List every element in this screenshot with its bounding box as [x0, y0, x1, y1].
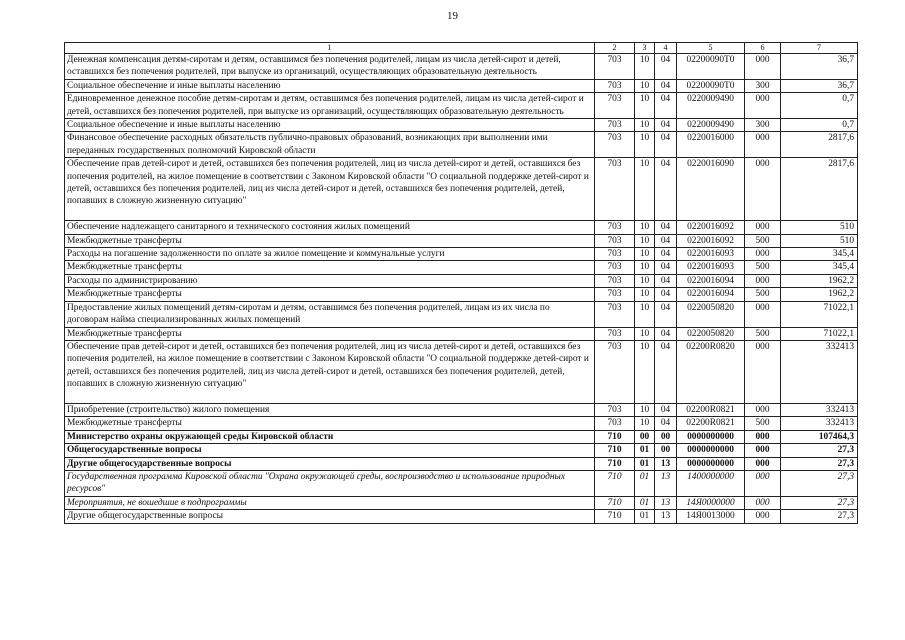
- row-section-cell: 10: [635, 119, 655, 132]
- row-target-article-cell: 0220016092: [677, 234, 745, 247]
- row-name-cell: Межбюджетные трансферты: [65, 288, 595, 301]
- header-cell: 7: [781, 43, 858, 54]
- row-expense-type-cell: 500: [745, 417, 781, 430]
- row-section-cell: 10: [635, 54, 655, 80]
- row-amount-cell: 0,7: [781, 93, 858, 119]
- row-amount-cell: 27,3: [781, 496, 858, 509]
- row-name-cell: Социальное обеспечение и иные выплаты населению: [65, 119, 595, 132]
- table-row: [65, 457, 858, 470]
- row-amount-cell: 2817,6: [781, 158, 858, 221]
- row-amount-cell: 27,3: [781, 457, 858, 470]
- row-subsection-cell: 04: [655, 248, 677, 261]
- row-section-cell: 10: [635, 261, 655, 274]
- row-code-cell: 710: [595, 470, 635, 496]
- row-section-cell: 10: [635, 234, 655, 247]
- row-section-cell: 01: [635, 457, 655, 470]
- row-code-cell: 703: [595, 248, 635, 261]
- row-subsection-cell: 04: [655, 417, 677, 430]
- row-code-cell: 703: [595, 158, 635, 221]
- row-subsection-cell: 04: [655, 79, 677, 92]
- row-name-cell: Другие общегосударственные вопросы: [65, 457, 595, 470]
- row-expense-type-cell: 000: [745, 444, 781, 457]
- row-target-article-cell: 0220009490: [677, 119, 745, 132]
- row-code-cell: 710: [595, 430, 635, 443]
- row-subsection-cell: 04: [655, 93, 677, 119]
- row-name-cell: Финансовое обеспечение расходных обязательств публично-правовых образований, возникающих при выполнении ими переданных государственных полномочий Кировской области: [65, 132, 595, 158]
- row-expense-type-cell: 000: [745, 248, 781, 261]
- row-amount-cell: 345,4: [781, 248, 858, 261]
- row-expense-type-cell: 500: [745, 234, 781, 247]
- row-name-cell: Расходы на погашение задолженности по оплате за жилое помещение и коммунальные услуги: [65, 248, 595, 261]
- row-subsection-cell: 04: [655, 301, 677, 327]
- row-name-cell: Единовременное денежное пособие детям-сиротам и детям, оставшимся без попечения родителей, лицам из числа детей-сирот и детей, оставшихся без попечения родителей, при выпуске из организаций, осуществляющих образовательную деятельность: [65, 93, 595, 119]
- row-name-cell: Мероприятия, не вошедшие в подпрограммы: [65, 496, 595, 509]
- row-amount-cell: 36,7: [781, 54, 858, 80]
- row-expense-type-cell: 000: [745, 221, 781, 234]
- row-code-cell: 703: [595, 301, 635, 327]
- table-row: [65, 403, 858, 416]
- row-name-cell: Обеспечение прав детей-сирот и детей, оставшихся без попечения родителей, лиц из числа детей-сирот и детей, оставшихся без попечения родителей, на жилое помещение в соответствии с Законом Кировской области "О социальной поддержке детей-сирот и детей, оставшихся без попечения родителей, лиц из числа детей-сирот и детей, оставшихся без попечения родителей, детей, попавших в сложную жизненную ситуацию": [65, 340, 595, 403]
- row-subsection-cell: 04: [655, 221, 677, 234]
- header-cell: 3: [635, 43, 655, 54]
- row-name-cell: Государственная программа Кировской области "Охрана окружающей среды, воспроизводство и использование природных ресурсов": [65, 470, 595, 496]
- table-row: [65, 340, 858, 403]
- row-section-cell: 01: [635, 444, 655, 457]
- row-code-cell: 703: [595, 417, 635, 430]
- table-row: [65, 301, 858, 327]
- row-code-cell: 703: [595, 288, 635, 301]
- header-cell: 1: [65, 43, 595, 54]
- row-target-article-cell: 0220016090: [677, 158, 745, 221]
- row-amount-cell: 0,7: [781, 119, 858, 132]
- row-section-cell: 10: [635, 288, 655, 301]
- page-number: 19: [447, 10, 458, 22]
- row-expense-type-cell: 000: [745, 430, 781, 443]
- table-row: [65, 496, 858, 509]
- row-section-cell: 10: [635, 79, 655, 92]
- row-target-article-cell: 0000000000: [677, 444, 745, 457]
- row-amount-cell: 1962,2: [781, 274, 858, 287]
- header-cell: 2: [595, 43, 635, 54]
- row-subsection-cell: 13: [655, 496, 677, 509]
- row-expense-type-cell: 000: [745, 470, 781, 496]
- row-amount-cell: 2817,6: [781, 132, 858, 158]
- row-target-article-cell: 0220050820: [677, 301, 745, 327]
- row-section-cell: 10: [635, 93, 655, 119]
- row-name-cell: Общегосударственные вопросы: [65, 444, 595, 457]
- row-amount-cell: 71022,1: [781, 327, 858, 340]
- row-target-article-cell: 02200R0820: [677, 340, 745, 403]
- table-row: [65, 79, 858, 92]
- row-name-cell: Обеспечение надлежащего санитарного и технического состояния жилых помещений: [65, 221, 595, 234]
- row-section-cell: 10: [635, 158, 655, 221]
- row-target-article-cell: 02200090Т0: [677, 79, 745, 92]
- header-cell: 4: [655, 43, 677, 54]
- row-expense-type-cell: 500: [745, 261, 781, 274]
- row-expense-type-cell: 000: [745, 510, 781, 523]
- row-target-article-cell: 14Я0013000: [677, 510, 745, 523]
- row-name-cell: Другие общегосударственные вопросы: [65, 510, 595, 523]
- row-target-article-cell: 0220016092: [677, 221, 745, 234]
- table-row: [65, 158, 858, 221]
- row-name-cell: Межбюджетные трансферты: [65, 261, 595, 274]
- row-target-article-cell: 0220016094: [677, 274, 745, 287]
- row-subsection-cell: 04: [655, 132, 677, 158]
- row-target-article-cell: 0220016093: [677, 261, 745, 274]
- row-amount-cell: 510: [781, 234, 858, 247]
- row-expense-type-cell: 500: [745, 327, 781, 340]
- table-row: [65, 327, 858, 340]
- row-amount-cell: 332413: [781, 340, 858, 403]
- row-amount-cell: 27,3: [781, 444, 858, 457]
- table-row: [65, 274, 858, 287]
- header-cell: 5: [677, 43, 745, 54]
- budget-table: [64, 42, 858, 524]
- row-code-cell: 703: [595, 274, 635, 287]
- table-row: [65, 248, 858, 261]
- row-expense-type-cell: 000: [745, 403, 781, 416]
- row-expense-type-cell: 000: [745, 496, 781, 509]
- row-amount-cell: 36,7: [781, 79, 858, 92]
- table-row: [65, 510, 858, 523]
- row-subsection-cell: 04: [655, 340, 677, 403]
- table-row: [65, 288, 858, 301]
- row-name-cell: Приобретение (строительство) жилого помещения: [65, 403, 595, 416]
- row-expense-type-cell: 000: [745, 132, 781, 158]
- row-subsection-cell: 04: [655, 119, 677, 132]
- row-subsection-cell: 04: [655, 327, 677, 340]
- table-row: [65, 470, 858, 496]
- row-name-cell: Межбюджетные трансферты: [65, 234, 595, 247]
- row-section-cell: 10: [635, 403, 655, 416]
- row-amount-cell: 107464,3: [781, 430, 858, 443]
- row-code-cell: 710: [595, 457, 635, 470]
- row-target-article-cell: 0220016094: [677, 288, 745, 301]
- row-subsection-cell: 13: [655, 470, 677, 496]
- row-code-cell: 703: [595, 93, 635, 119]
- row-expense-type-cell: 000: [745, 158, 781, 221]
- row-code-cell: 703: [595, 261, 635, 274]
- table-row: [65, 430, 858, 443]
- table-row: [65, 444, 858, 457]
- row-code-cell: 703: [595, 234, 635, 247]
- row-code-cell: 710: [595, 510, 635, 523]
- row-expense-type-cell: 000: [745, 274, 781, 287]
- row-amount-cell: 71022,1: [781, 301, 858, 327]
- table-row: [65, 221, 858, 234]
- header-cell: 6: [745, 43, 781, 54]
- table-row: [65, 417, 858, 430]
- table-body: [65, 43, 858, 524]
- row-expense-type-cell: 500: [745, 288, 781, 301]
- row-code-cell: 710: [595, 444, 635, 457]
- row-subsection-cell: 04: [655, 274, 677, 287]
- table-row: [65, 132, 858, 158]
- row-section-cell: 10: [635, 221, 655, 234]
- row-section-cell: 01: [635, 496, 655, 509]
- row-section-cell: 01: [635, 470, 655, 496]
- row-target-article-cell: 0220016093: [677, 248, 745, 261]
- row-name-cell: Расходы по администрированию: [65, 274, 595, 287]
- row-subsection-cell: 04: [655, 158, 677, 221]
- row-section-cell: 00: [635, 430, 655, 443]
- row-amount-cell: 27,3: [781, 470, 858, 496]
- row-section-cell: 10: [635, 327, 655, 340]
- row-section-cell: 10: [635, 132, 655, 158]
- row-name-cell: Межбюджетные трансферты: [65, 327, 595, 340]
- row-amount-cell: 510: [781, 221, 858, 234]
- row-subsection-cell: 00: [655, 430, 677, 443]
- row-code-cell: 710: [595, 496, 635, 509]
- row-name-cell: Предоставление жилых помещений детям-сиротам и детям, оставшимся без попечения родителей, лицам из их числа по договорам найма специализированных жилых помещений: [65, 301, 595, 327]
- row-target-article-cell: 0220050820: [677, 327, 745, 340]
- row-code-cell: 703: [595, 54, 635, 80]
- row-code-cell: 703: [595, 327, 635, 340]
- row-code-cell: 703: [595, 340, 635, 403]
- table-row: [65, 234, 858, 247]
- row-section-cell: 10: [635, 417, 655, 430]
- table-header-row: [65, 43, 858, 54]
- row-section-cell: 10: [635, 340, 655, 403]
- row-code-cell: 703: [595, 403, 635, 416]
- row-target-article-cell: 0000000000: [677, 430, 745, 443]
- row-subsection-cell: 13: [655, 457, 677, 470]
- row-section-cell: 10: [635, 248, 655, 261]
- row-expense-type-cell: 300: [745, 79, 781, 92]
- row-subsection-cell: 04: [655, 288, 677, 301]
- table-row: [65, 119, 858, 132]
- table-row: [65, 261, 858, 274]
- row-name-cell: Межбюджетные трансферты: [65, 417, 595, 430]
- row-name-cell: Денежная компенсация детям-сиротам и детям, оставшимся без попечения родителей, лицам из числа детей-сирот и детей, оставшихся без попечения родителей, при выпуске из организаций, осуществляющих образовательную деятельность: [65, 54, 595, 80]
- row-amount-cell: 27,3: [781, 510, 858, 523]
- row-expense-type-cell: 000: [745, 54, 781, 80]
- row-target-article-cell: 0220016000: [677, 132, 745, 158]
- row-expense-type-cell: 000: [745, 301, 781, 327]
- row-name-cell: Социальное обеспечение и иные выплаты населению: [65, 79, 595, 92]
- row-section-cell: 01: [635, 510, 655, 523]
- row-target-article-cell: 1400000000: [677, 470, 745, 496]
- row-name-cell: Обеспечение прав детей-сирот и детей, оставшихся без попечения родителей, лиц из числа детей-сирот и детей, оставшихся без попечения родителей, на жилое помещение в соответствии с Законом Кировской области "О социальной поддержке детей-сирот и детей, оставшихся без попечения родителей, лиц из числа детей-сирот и детей, оставшихся без попечения родителей, детей, попавших в сложную жизненную ситуацию": [65, 158, 595, 221]
- row-expense-type-cell: 000: [745, 340, 781, 403]
- row-amount-cell: 332413: [781, 403, 858, 416]
- row-name-cell: Министерство охраны окружающей среды Кировской области: [65, 430, 595, 443]
- row-code-cell: 703: [595, 79, 635, 92]
- row-subsection-cell: 00: [655, 444, 677, 457]
- row-amount-cell: 1962,2: [781, 288, 858, 301]
- row-subsection-cell: 04: [655, 54, 677, 80]
- row-amount-cell: 332413: [781, 417, 858, 430]
- row-code-cell: 703: [595, 221, 635, 234]
- row-subsection-cell: 04: [655, 403, 677, 416]
- row-target-article-cell: 02200090Т0: [677, 54, 745, 80]
- row-target-article-cell: 02200R0821: [677, 417, 745, 430]
- table-row: [65, 54, 858, 80]
- row-code-cell: 703: [595, 132, 635, 158]
- row-subsection-cell: 04: [655, 261, 677, 274]
- row-subsection-cell: 13: [655, 510, 677, 523]
- row-target-article-cell: 0220009490: [677, 93, 745, 119]
- row-target-article-cell: 0000000000: [677, 457, 745, 470]
- row-subsection-cell: 04: [655, 234, 677, 247]
- row-section-cell: 10: [635, 274, 655, 287]
- row-code-cell: 703: [595, 119, 635, 132]
- table-row: [65, 93, 858, 119]
- row-expense-type-cell: 000: [745, 457, 781, 470]
- row-expense-type-cell: 000: [745, 93, 781, 119]
- row-amount-cell: 345,4: [781, 261, 858, 274]
- row-expense-type-cell: 300: [745, 119, 781, 132]
- row-section-cell: 10: [635, 301, 655, 327]
- row-target-article-cell: 14Я0000000: [677, 496, 745, 509]
- row-target-article-cell: 02200R0821: [677, 403, 745, 416]
